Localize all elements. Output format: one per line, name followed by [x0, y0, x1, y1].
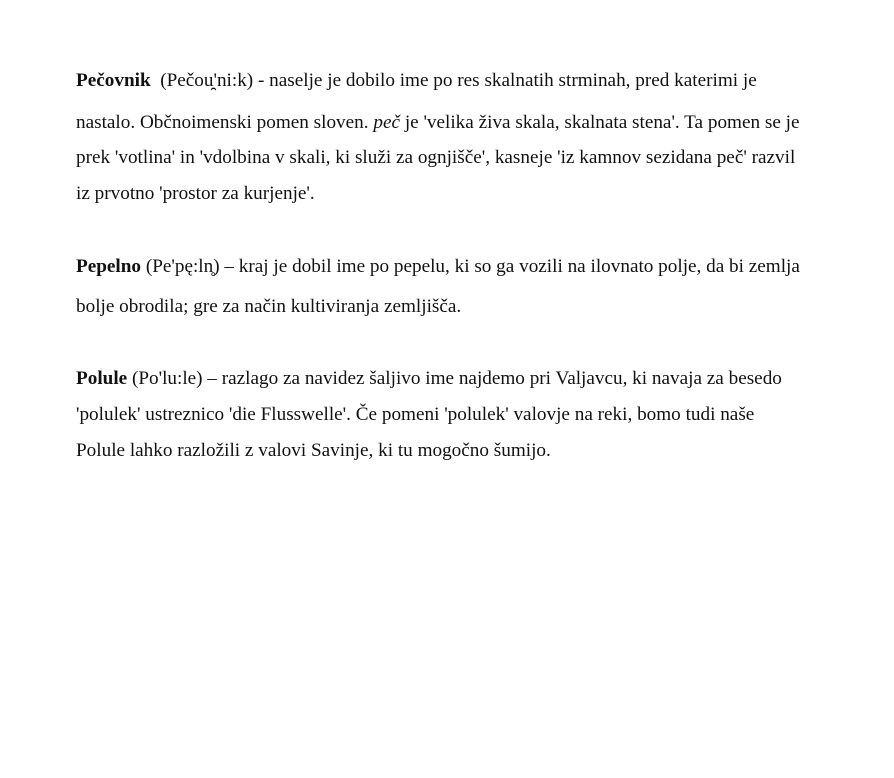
- entry-line: [76, 403, 754, 427]
- entry-headword: Pepelno: [76, 256, 142, 277]
- entry-line: [76, 111, 800, 135]
- entry-line: [76, 367, 782, 391]
- entry-headword: Polule: [76, 368, 128, 389]
- entry-text: 'polulek' ustreznico 'die Flusswelle'. Če pomeni 'polulek' valovje na reki, bomo tudi naše: [76, 404, 755, 425]
- entry-text: je 'velika živa skala, skalnata stena'. Ta pomen se je: [400, 112, 800, 133]
- entry-line: [76, 439, 551, 463]
- entry-headword: Pečovnik: [76, 70, 151, 91]
- entry-text: nastalo. Občnoimenski pomen sloven.: [76, 112, 374, 133]
- entry-italic-word: peč: [373, 112, 401, 133]
- entry-text: (Po'lu:le) – razlago za navidez šaljivo ime najdemo pri Valjavcu, ki navaja za besedo: [127, 368, 782, 389]
- entry-text: (Pečou̯'ni:k) - naselje je dobilo ime po res skalnatih strminah, pred katerimi je: [150, 70, 757, 91]
- entry-line: [76, 182, 315, 206]
- entry-text: Polule lahko razložili z valovi Savinje, ki tu mogočno šumijo.: [76, 440, 551, 461]
- entry-text: iz prvotno 'prostor za kurjenje'.: [76, 183, 315, 204]
- entry-line: [76, 69, 757, 93]
- entry-line: [76, 255, 800, 279]
- entry-text: bolje obrodila; gre za način kultiviranja zemljišča.: [76, 296, 462, 317]
- entry-text: prek 'votlina' in 'vdolbina v skali, ki služi za ognjišče', kasneje 'iz kamnov sezidana peč' razvil: [76, 147, 796, 168]
- entry-line: [76, 295, 461, 319]
- entry-text: (Pe'pę:ln̥) – kraj je dobil ime po pepelu, ki so ga vozili na ilovnato polje, da bi zemlja: [141, 256, 800, 277]
- entry-line: [76, 146, 795, 170]
